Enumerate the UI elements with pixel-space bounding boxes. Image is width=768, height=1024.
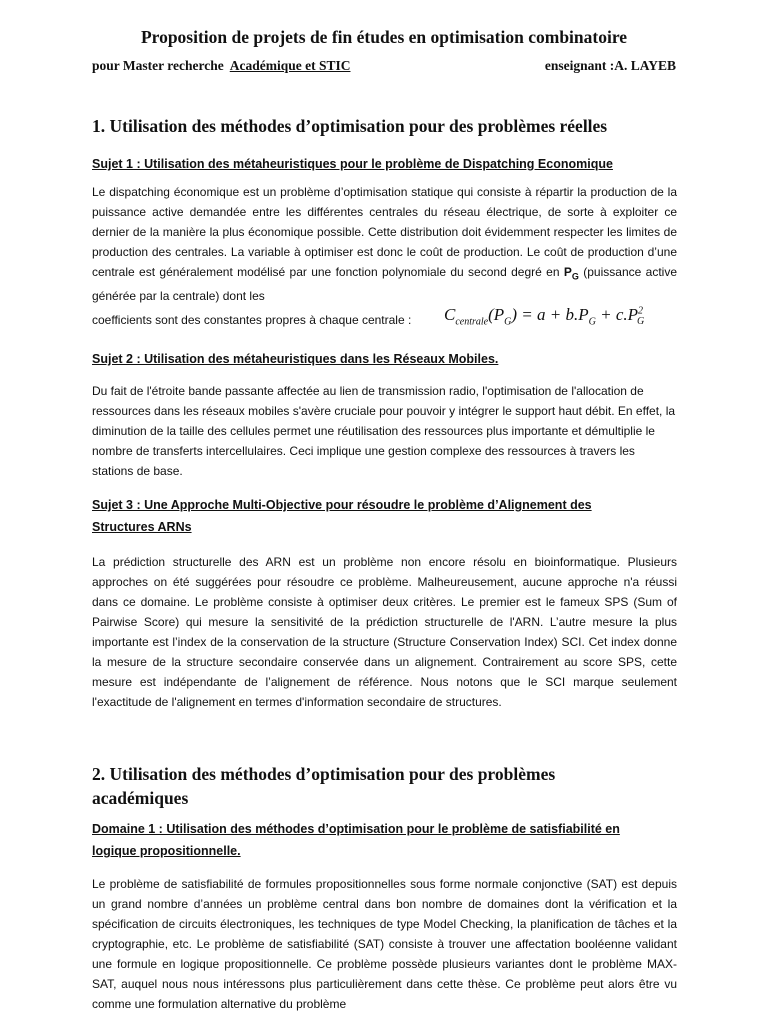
sujet2-body: Du fait de l'étroite bande passante affectée au lien de transmission radio, l'optimisation de l'allocation de ressources dans les réseaux mobiles s'avère cruciale pour pouvoir y intégrer le support haut débit. En effet, la diminution de la taille des cellules permet une réutilisation des ressources plus importante et démultiplie le nombre de transferts intercellulaires. Ceci implique une gestion complexe des ressources à travers les stations de base. — [92, 384, 676, 478]
teacher-line: enseignant :A. LAYEB — [544, 58, 676, 73]
formula-line — [92, 305, 677, 335]
sujet1-title: Sujet 1 : Utilisation des métaheuristiques pour le problème de Dispatching Economique — [92, 157, 613, 171]
sujet3-title-line2: Structures ARNs — [92, 520, 192, 534]
formula-lead: coefficients sont des constantes propres à chaque centrale : — [92, 313, 412, 327]
sujet1-body — [92, 182, 677, 306]
sujet3-body: La prédiction structurelle des ARN est un problème non encore résolu en bioinformatique. Plusieurs approches on été suggérées pour résoudre ce problème. Malheureusement, aucune approche n'a réussi dans ce domaine. Le problème consiste à optimiser deux critères. Le premier est le fameux SPS (Sum of Pairwise Score) qui mesure la sensitivité de la prédiction structurelle de l'ARN. L’autre mesure la plus importante est l’index de la conservation de la structure (Structure Conservation Index) SCI. Cet index donne la mesure de la structure secondaire conservée dans un alignement. Contrairement au score SPS, cette mesure est indépendante de l’alignement de référence. Nous notons que le SCI marque seulement l'exactitude de l'alignement en termes d'information secondaire de structures. — [92, 555, 677, 709]
pg-symbol: P — [563, 265, 572, 279]
document-title: Proposition de projets de fin études en optimisation combinatoire — [140, 27, 628, 47]
program-name: Académique et STIC — [229, 58, 351, 73]
sujet1-body-text-a: Le dispatching économique est un problème d’optimisation statique qui consiste à répartir la production de la puissance active demandée entre les différentes centrales du réseau électrique, de sorte à exploiter ce dernier de la manière la plus économique possible. Cette distribution doit évidemment respecter les limites de production des centrales. La variable à optimiser est donc le coût de production. Le coût de production d’une centrale est généralement modélisé par une fonction polynomiale du second degré en — [92, 185, 677, 279]
domaine1-title-line1: Domaine 1 : Utilisation des méthodes d’optimisation pour le problème de satisfiabilité en — [92, 822, 620, 836]
section1-heading: 1. Utilisation des méthodes d’optimisation pour des problèmes réelles — [92, 116, 608, 136]
domaine1-title-line2: logique propositionnelle. — [92, 844, 241, 858]
program-line — [92, 58, 350, 74]
sujet3-title-line1: Sujet 3 : Une Approche Multi-Objective pour résoudre le problème d’Alignement des — [92, 498, 592, 512]
sujet2-title: Sujet 2 : Utilisation des métaheuristiques dans les Réseaux Mobiles. — [92, 352, 499, 366]
program-prefix: pour Master recherche — [92, 58, 224, 73]
pg-subscript: G — [571, 271, 579, 282]
header-subline — [92, 58, 676, 78]
section2-heading-line2: académiques — [92, 788, 189, 808]
cost-formula: $C_{centrale}(P_G) = a + b.P_G + c.P^2_G$ — [444, 305, 645, 328]
section2-heading-line1: 2. Utilisation des méthodes d’optimisation pour des problèmes — [92, 764, 556, 784]
sujet1-body-text-b: (puissance active générée par la centrale) dont les — [92, 265, 677, 304]
domaine1-body: Le problème de satisfiabilité de formules propositionnelles sous forme normale conjonctive (SAT) est depuis un grand nombre d’années un problème central dans bon nombre de domaines dont la vérification et la spécification de circuits électroniques, les techniques de type Model Checking, la planification de tâches et la cryptographie, etc. Le problème de satisfiabilité (SAT) consiste à trouver une affectation booléenne validant une formule en logique propositionnelle. Ce problème possède plusieurs variantes dont le problème MAX-SAT, auquel nous nous intéressons plus particulièrement dans cette thèse. Ce problème peut alors être vu comme une formulation alternative du problème — [92, 877, 677, 1011]
